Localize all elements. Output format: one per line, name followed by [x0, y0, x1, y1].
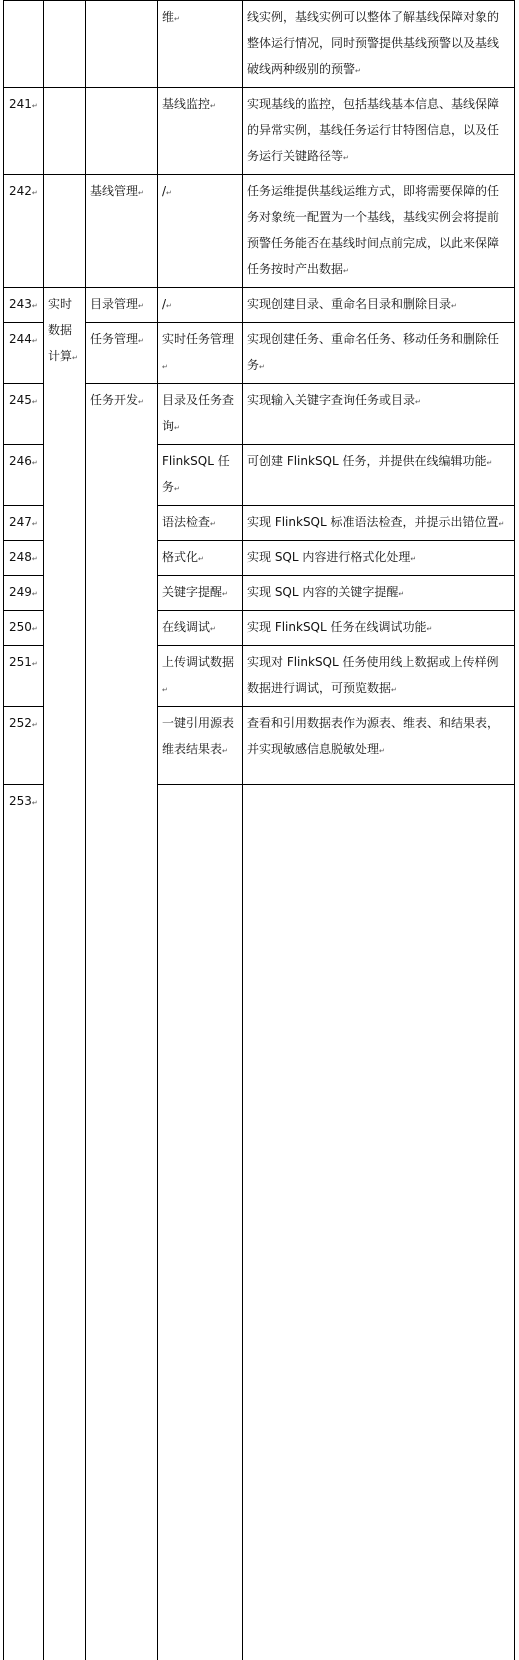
row-number-cell: 243↵ — [4, 288, 44, 323]
feature-cell: 上传调试数据↵ — [158, 646, 243, 707]
description-cell: 实现 SQL 内容进行格式化处理↵ — [243, 541, 515, 576]
row-number-cell: 249↵ — [4, 576, 44, 611]
row-number-cell: 252↵ — [4, 707, 44, 785]
row-number-cell: 241↵ — [4, 88, 44, 175]
feature-cell: 基线监控↵ — [158, 88, 243, 175]
row-number-cell: 245↵ — [4, 384, 44, 445]
feature-cell: /↵ — [158, 175, 243, 288]
module-cell — [86, 88, 158, 175]
module-cell: 任务开发↵ — [86, 384, 158, 1660]
description-cell: 实现对 FlinkSQL 任务使用线上数据或上传样例数据进行调试，可预览数据↵ — [243, 646, 515, 707]
module-cell — [86, 1, 158, 88]
row-number-cell: 251↵ — [4, 646, 44, 707]
feature-cell: 语法检查↵ — [158, 506, 243, 541]
table-row — [4, 1, 515, 88]
row-number-cell: 253↵ — [4, 785, 44, 1660]
description-cell: 实现创建目录、重命名目录和删除目录↵ — [243, 288, 515, 323]
module-cell: 目录管理↵ — [86, 288, 158, 323]
category-cell: 实时数据计算↵ — [44, 288, 86, 1660]
module-cell: 基线管理↵ — [86, 175, 158, 288]
row-number-cell: 242↵ — [4, 175, 44, 288]
feature-cell: 在线调试↵ — [158, 611, 243, 646]
description-cell: 实现 FlinkSQL 标准语法检查，并提示出错位置↵ — [243, 506, 515, 541]
feature-cell: 维↵ — [158, 1, 243, 88]
category-cell — [44, 88, 86, 175]
description-cell: 实现 SQL 内容的关键字提醒↵ — [243, 576, 515, 611]
row-number-cell: 248↵ — [4, 541, 44, 576]
feature-cell: /↵ — [158, 288, 243, 323]
table-row — [4, 88, 515, 175]
description-cell: 可创建 FlinkSQL 任务，并提供在线编辑功能↵ — [243, 445, 515, 506]
row-number-cell — [4, 1, 44, 88]
description-cell: 线实例，基线实例可以整体了解基线保障对象的整体运行情况，同时预警提供基线预警以及基线破线两种级别的预警↵ — [243, 1, 515, 88]
row-number-cell: 246↵ — [4, 445, 44, 506]
table-row — [4, 288, 515, 323]
feature-cell: 关键字提醒↵ — [158, 576, 243, 611]
feature-cell: 格式化↵ — [158, 541, 243, 576]
module-cell — [243, 785, 515, 1660]
category-cell — [44, 1, 86, 88]
row-number-cell: 244↵ — [4, 323, 44, 384]
description-cell: 实现 FlinkSQL 任务在线调试功能↵ — [243, 611, 515, 646]
description-cell: 任务运维提供基线运维方式，即将需要保障的任务对象统一配置为一个基线，基线实例会将提前预警任务能否在基线时间点前完成，以此来保障任务按时产出数据↵ — [243, 175, 515, 288]
description-cell: 查看和引用数据表作为源表、维表、和结果表，并实现敏感信息脱敏处理↵ — [243, 707, 515, 785]
table-row — [4, 175, 515, 288]
module-cell: 任务管理↵ — [86, 323, 158, 384]
row-number-cell: 250↵ — [4, 611, 44, 646]
feature-cell: 实时任务管理↵ — [158, 323, 243, 384]
requirements-table — [3, 0, 515, 1660]
row-number-cell: 247↵ — [4, 506, 44, 541]
description-cell: 实现创建任务、重命名任务、移动任务和删除任务↵ — [243, 323, 515, 384]
description-cell: 实现输入关键字查询任务或目录↵ — [243, 384, 515, 445]
category-cell — [158, 785, 243, 1660]
description-cell: 实现基线的监控，包括基线基本信息、基线保障的异常实例，基线任务运行甘特图信息，以及任务运行关键路径等↵ — [243, 88, 515, 175]
feature-cell: 目录及任务查询↵ — [158, 384, 243, 445]
category-cell — [44, 175, 86, 288]
feature-cell: FlinkSQL 任务↵ — [158, 445, 243, 506]
feature-cell: 一键引用源表维表结果表↵ — [158, 707, 243, 785]
